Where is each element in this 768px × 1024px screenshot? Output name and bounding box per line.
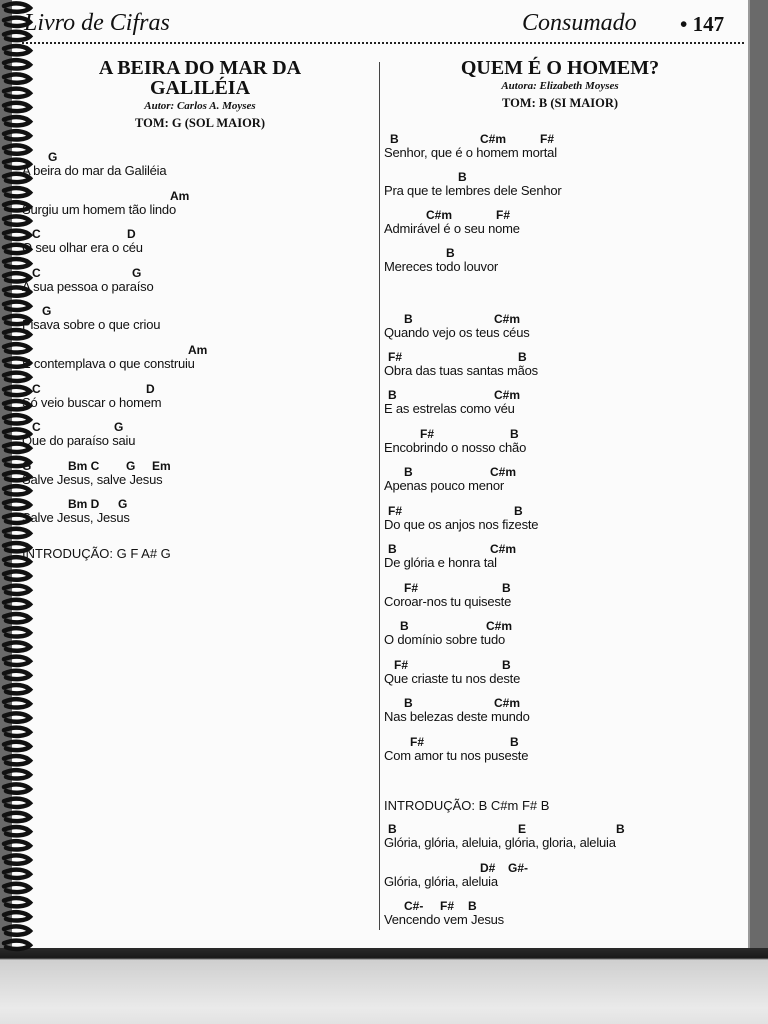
spiral-ring bbox=[4, 600, 30, 608]
chord-symbol: B bbox=[446, 246, 455, 260]
spiral-ring bbox=[4, 373, 30, 381]
lyric-text: Quando vejo os teus céus bbox=[384, 325, 530, 340]
chord-symbol: C bbox=[32, 265, 41, 280]
verse-line bbox=[384, 899, 504, 927]
verse-line bbox=[384, 696, 530, 724]
chord-row bbox=[384, 427, 526, 441]
lyric-text: O seu olhar era o céu bbox=[22, 240, 143, 256]
chord-row bbox=[384, 619, 513, 633]
chord-symbol: B bbox=[388, 822, 397, 836]
chord-symbol: Am bbox=[170, 188, 190, 203]
spiral-ring bbox=[4, 926, 30, 934]
chord-row bbox=[22, 188, 190, 203]
lyric-text: Salve Jesus, salve Jesus bbox=[22, 471, 163, 487]
spiral-ring bbox=[4, 813, 30, 821]
chord-row bbox=[22, 458, 171, 473]
song-key: TOM: B (SI MAIOR) bbox=[501, 96, 619, 110]
chord-symbol: C#- bbox=[404, 899, 424, 914]
spiral-ring bbox=[4, 614, 30, 622]
chord-symbol: Em bbox=[152, 458, 171, 473]
spiral-ring bbox=[4, 216, 30, 224]
spiral-ring bbox=[4, 713, 30, 721]
lyric-text: Pisava sobre o que criou bbox=[22, 317, 161, 333]
verse-line bbox=[22, 188, 190, 217]
spiral-ring bbox=[4, 685, 30, 693]
spiral-ring bbox=[4, 941, 30, 949]
chord-symbol: G bbox=[118, 497, 128, 512]
chord-row bbox=[22, 227, 143, 241]
verse-line bbox=[384, 581, 511, 609]
spiral-ring bbox=[4, 742, 30, 750]
chord-row bbox=[384, 542, 517, 556]
chord-symbol: C bbox=[32, 381, 41, 396]
lyric-text: Nas belezas deste mundo bbox=[384, 709, 530, 724]
spiral-ring bbox=[4, 628, 30, 636]
verse-line bbox=[384, 860, 529, 889]
spiral-ring bbox=[4, 841, 30, 849]
chord-row bbox=[384, 735, 528, 749]
verse-line bbox=[384, 465, 517, 493]
chord-symbol: G bbox=[42, 304, 52, 319]
lyric-text: Senhor, que é o homem mortal bbox=[384, 145, 557, 160]
song-author: Autor: Carlos A. Moyses bbox=[144, 100, 256, 112]
lyric-text: A beira do mar da Galiléia bbox=[22, 163, 167, 178]
chord-row bbox=[384, 581, 511, 595]
chord-symbol: C#m bbox=[486, 619, 513, 633]
chord-symbol: B bbox=[616, 822, 625, 836]
verse-line bbox=[384, 350, 538, 378]
spiral-ring bbox=[4, 855, 30, 863]
chord-row bbox=[384, 312, 530, 326]
chord-symbol: B bbox=[514, 504, 523, 518]
lyric-text: Surgiu um homem tão lindo bbox=[22, 201, 176, 217]
chord-row bbox=[22, 420, 135, 434]
chord-symbol: Bm C bbox=[68, 458, 100, 473]
verse-line bbox=[22, 227, 143, 255]
chord-symbol: B bbox=[502, 658, 511, 672]
chord-symbol: G#- bbox=[508, 860, 529, 875]
chord-row bbox=[384, 388, 521, 402]
lyric-text: Admirável é o seu nome bbox=[384, 221, 520, 236]
verse-line bbox=[22, 497, 130, 525]
lyric-text: Coroar-nos tu quiseste bbox=[384, 594, 512, 609]
chord-symbol: Bm D bbox=[68, 497, 100, 512]
song-intro: INTRODUÇÃO: G F A# G bbox=[22, 546, 171, 561]
verse-line bbox=[384, 208, 520, 236]
verse-line bbox=[384, 542, 517, 570]
spiral-ring bbox=[4, 586, 30, 594]
verse-line bbox=[22, 150, 166, 178]
verse-line bbox=[384, 658, 520, 686]
spiral-ring bbox=[4, 46, 30, 54]
lyric-text: Salve Jesus, Jesus bbox=[22, 510, 130, 526]
verse-line bbox=[22, 266, 153, 294]
page-edge-shadow bbox=[0, 948, 768, 1024]
chord-row bbox=[384, 696, 530, 710]
lyric-text: Que do paraíso saiu bbox=[22, 433, 136, 449]
lyric-text: Glória, glória, aleluia, glória, gloria, aleluia bbox=[384, 835, 616, 850]
chord-symbol: C#m bbox=[426, 208, 453, 222]
lyric-text: Glória, glória, aleluia bbox=[384, 873, 498, 889]
verse-line bbox=[384, 504, 538, 532]
chord-row bbox=[384, 132, 557, 146]
chord-symbol: B bbox=[404, 312, 413, 326]
spiral-ring bbox=[4, 912, 30, 920]
chord-symbol: C#m bbox=[490, 465, 517, 479]
verse-line bbox=[384, 735, 528, 763]
chord-symbol: B bbox=[502, 581, 511, 595]
spiral-ring bbox=[4, 799, 30, 807]
chord-symbol: G bbox=[132, 265, 142, 280]
chord-symbol: F# bbox=[420, 427, 435, 441]
verse-line bbox=[22, 304, 160, 332]
chord-symbol: D# bbox=[480, 860, 496, 875]
chord-symbol: G bbox=[114, 420, 124, 435]
chord-symbol: F# bbox=[496, 208, 511, 222]
spiral-ring bbox=[4, 131, 30, 139]
header-dotted-rule bbox=[22, 42, 744, 44]
spiral-ring bbox=[4, 486, 30, 494]
verse-line bbox=[384, 132, 557, 160]
song-quem-e-o-homem bbox=[384, 57, 736, 928]
lyric-text: O domínio sobre tudo bbox=[384, 632, 506, 647]
lyric-text: Obra das tuas santas mãos bbox=[384, 363, 538, 378]
chord-row bbox=[22, 497, 130, 511]
spiral-ring bbox=[4, 784, 30, 792]
lyric-text: Encobrindo o nosso chão bbox=[384, 440, 527, 455]
verse-line bbox=[22, 420, 135, 448]
book-title: Livro de Cifras bbox=[24, 10, 170, 36]
chord-row bbox=[384, 504, 538, 518]
chord-symbol: E bbox=[518, 822, 527, 836]
spiral-ring bbox=[4, 671, 30, 679]
chord-row bbox=[384, 246, 498, 260]
lyric-text: Mereces todo louvor bbox=[384, 259, 498, 274]
chord-row bbox=[22, 304, 160, 318]
chord-symbol: F# bbox=[388, 504, 403, 518]
lyric-text: E as estrelas como véu bbox=[384, 401, 515, 416]
chord-symbol: G bbox=[126, 458, 136, 473]
chord-symbol: D bbox=[127, 227, 136, 242]
chord-row bbox=[384, 860, 529, 875]
lyric-text: Apenas pouco menor bbox=[384, 478, 504, 493]
song-title-line1: A BEIRA DO MAR DA bbox=[98, 57, 302, 79]
verse-line bbox=[384, 427, 526, 455]
verse-line bbox=[22, 458, 171, 487]
spiral-ring bbox=[4, 642, 30, 650]
spiral-ring bbox=[4, 898, 30, 906]
spiral-ring bbox=[4, 870, 30, 878]
spiral-ring bbox=[4, 657, 30, 665]
chord-row bbox=[384, 899, 504, 913]
chord-symbol: B bbox=[404, 696, 413, 710]
chord-symbol: B bbox=[388, 542, 397, 556]
song-title: QUEM É O HOMEM? bbox=[460, 57, 660, 79]
chord-symbol: G bbox=[22, 458, 32, 473]
chord-row bbox=[384, 350, 538, 364]
chord-row bbox=[22, 382, 161, 396]
chord-symbol: C#m bbox=[480, 132, 507, 146]
lyric-text: E contemplava o que construiu bbox=[22, 356, 195, 371]
lyric-text: Com amor tu nos puseste bbox=[384, 748, 529, 763]
chord-row bbox=[22, 266, 153, 280]
chord-row bbox=[22, 343, 208, 357]
lyric-text: Que criaste tu nos deste bbox=[384, 671, 521, 686]
verse-line bbox=[22, 343, 208, 371]
song-intro: INTRODUÇÃO: B C#m F# B bbox=[384, 798, 550, 813]
verse-line bbox=[22, 382, 161, 410]
chord-row bbox=[384, 822, 625, 836]
spiral-ring bbox=[4, 827, 30, 835]
chord-symbol: B bbox=[510, 427, 519, 441]
chord-symbol: C#m bbox=[494, 388, 521, 402]
lyric-text: Vencendo vem Jesus bbox=[384, 912, 504, 928]
chord-symbol: B bbox=[510, 735, 519, 749]
song-author: Autora: Elizabeth Moyses bbox=[501, 80, 619, 92]
chord-symbol: B bbox=[458, 170, 467, 184]
chord-symbol: C#m bbox=[494, 312, 521, 326]
chord-symbol: B bbox=[390, 132, 399, 146]
verse-line bbox=[384, 170, 562, 198]
spiral-ring bbox=[4, 529, 30, 537]
chord-symbol: B bbox=[400, 619, 409, 633]
chord-symbol: C#m bbox=[494, 696, 521, 710]
chord-symbol: F# bbox=[388, 350, 403, 364]
verse-line bbox=[384, 388, 521, 416]
verse-line bbox=[384, 822, 625, 850]
spiral-ring bbox=[4, 756, 30, 764]
chord-symbol: C bbox=[32, 227, 41, 242]
lyric-text: Pra que te lembres dele Senhor bbox=[384, 183, 562, 198]
spiral-ring bbox=[4, 770, 30, 778]
lyric-text: A sua pessoa o paraíso bbox=[22, 278, 154, 294]
chord-row bbox=[384, 658, 520, 672]
running-song-title: Consumado bbox=[522, 10, 637, 36]
verse-line bbox=[384, 312, 530, 340]
chord-row bbox=[22, 150, 166, 164]
song-title-line2: GALILÉIA bbox=[149, 77, 251, 99]
verse-line bbox=[384, 619, 513, 647]
chord-row bbox=[384, 208, 520, 222]
chord-symbol: D bbox=[146, 381, 155, 396]
chord-symbol: F# bbox=[440, 899, 455, 914]
lyric-text: De glória e honra tal bbox=[384, 555, 497, 570]
song-a-beira-do-mar bbox=[22, 57, 378, 561]
chord-symbol: F# bbox=[404, 581, 419, 595]
chord-symbol: F# bbox=[410, 735, 425, 749]
page-number: • 147 bbox=[680, 12, 725, 36]
chord-row bbox=[384, 465, 517, 479]
chord-symbol: Am bbox=[188, 343, 208, 357]
column-divider bbox=[379, 62, 380, 930]
chord-symbol: B bbox=[518, 350, 527, 364]
lyric-text: Do que os anjos nos fizeste bbox=[384, 517, 539, 532]
chord-symbol: C bbox=[32, 420, 41, 435]
spiral-ring bbox=[4, 884, 30, 892]
chord-symbol: C#m bbox=[490, 542, 517, 556]
spiral-ring bbox=[4, 699, 30, 707]
chord-row bbox=[384, 170, 562, 184]
lyric-text: Só veio buscar o homem bbox=[22, 394, 162, 410]
spiral-ring bbox=[4, 571, 30, 579]
verse-line bbox=[384, 246, 498, 274]
chord-symbol: B bbox=[404, 465, 413, 479]
chord-symbol: G bbox=[48, 150, 58, 164]
chord-symbol: F# bbox=[540, 132, 555, 146]
song-key: TOM: G (SOL MAIOR) bbox=[135, 116, 265, 130]
chord-symbol: B bbox=[388, 388, 397, 402]
chord-symbol: F# bbox=[394, 658, 409, 672]
spiral-ring bbox=[4, 728, 30, 736]
chord-symbol: B bbox=[468, 899, 477, 914]
